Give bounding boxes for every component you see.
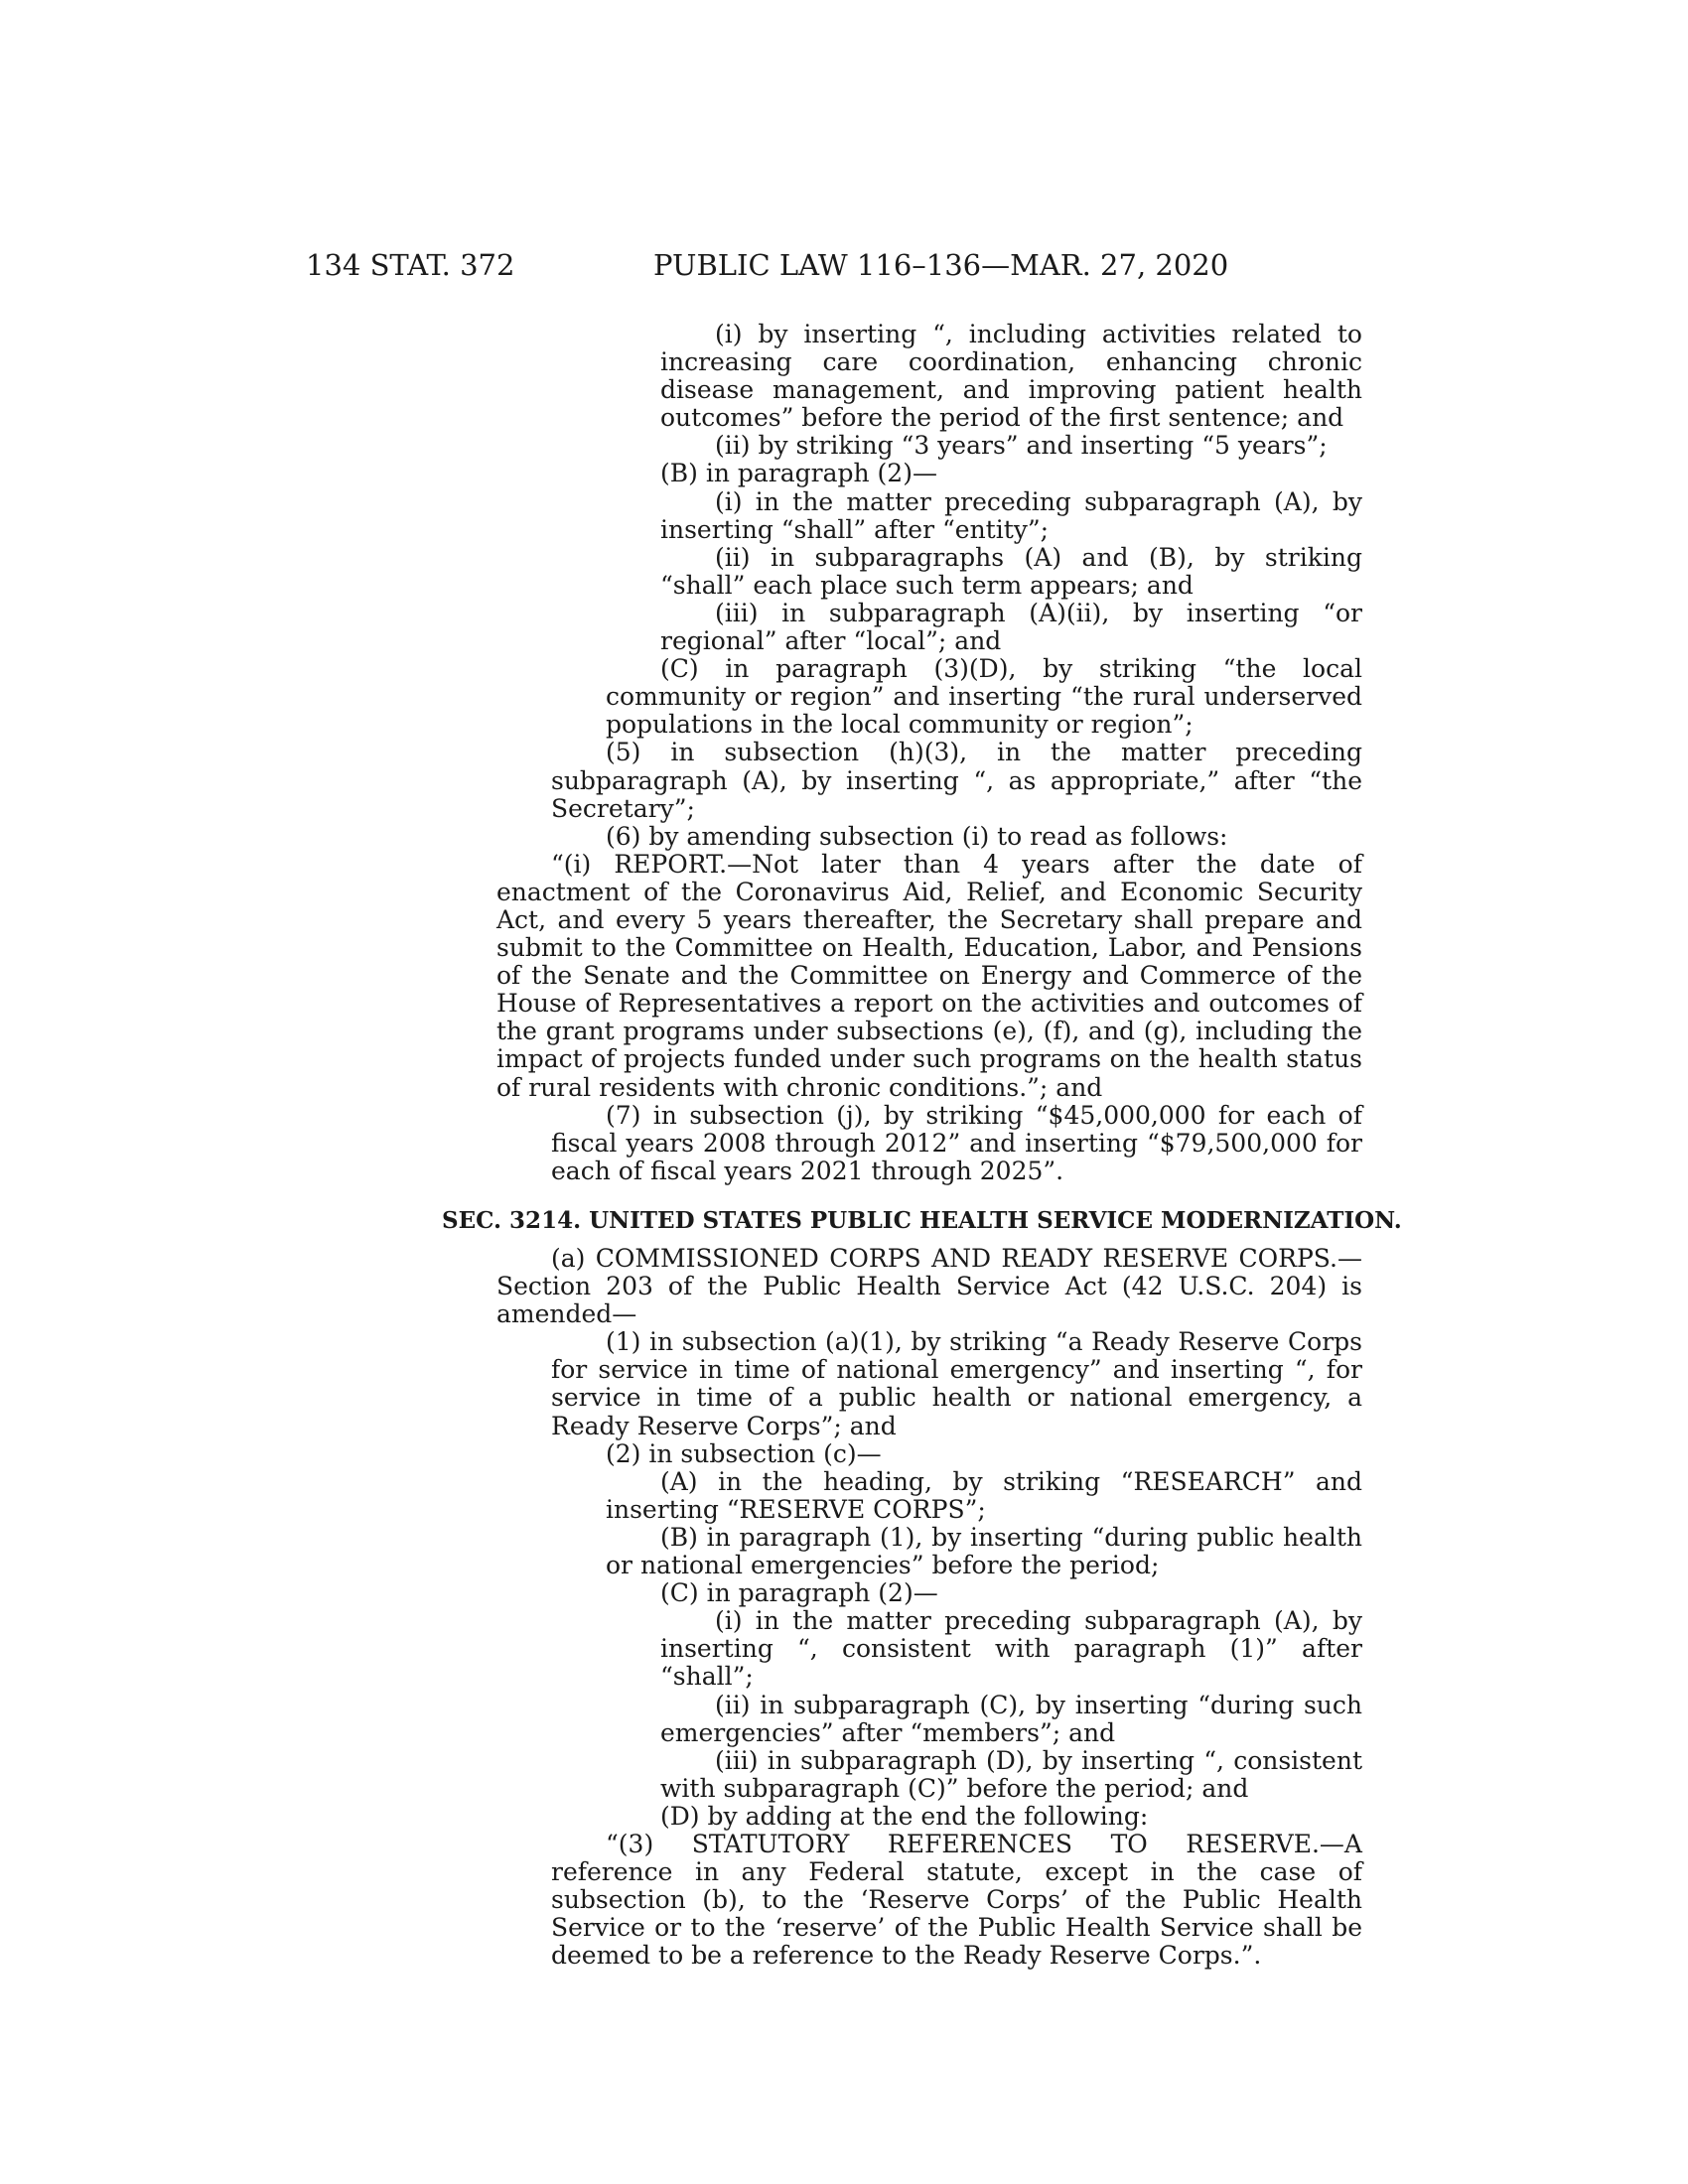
public-law-header: PUBLIC LAW 116–136—MAR. 27, 2020 xyxy=(653,248,1229,282)
subparagraph-d-adding-at-end: (D) by adding at the end the following: xyxy=(660,1801,1149,1831)
paragraph-5-subsection-h3: (5) in subsection (h)(3), in the matter preceding subparagraph (A), by inserting “, as appropriate,” after “the Secretary”; xyxy=(551,738,1362,823)
section-heading: SEC. 3214. UNITED STATES PUBLIC HEALTH SERVICE MODERNIZATION. xyxy=(442,1206,1402,1234)
clause-ii-striking-shall: (ii) in subparagraphs (A) and (B), by striking “shall” each place such term appears; and xyxy=(660,542,1362,600)
quoted-statutory-references: “(3) STATUTORY REFERENCES TO RESERVE.—A reference in any Federal statute, except in the case of subsection (b), to the ‘Reserve Corps’ of the Public Health Service or to the ‘reserve’ of the Public Health Service shall be deemed to be a reference to the Ready Reserve Corps.”. xyxy=(551,1829,1362,1971)
paragraph-1-subsection-a1: (1) in subsection (a)(1), by striking “a Ready Reserve Corps for service in time of national emergency” and inserting “, for service in time of a public health or national emergency, a Ready Reserve Corps”; and xyxy=(551,1327,1362,1440)
document-body xyxy=(442,320,1402,1971)
subparagraph-b-paragraph-1: (B) in paragraph (1), by inserting “during public health or national emergencies” before the period; xyxy=(606,1522,1362,1580)
paragraph-7-subsection-j: (7) in subsection (j), by striking “$45,000,000 for each of fiscal years 2008 through 2012” and inserting “$79,500,000 for each of fiscal years 2021 through 2025”. xyxy=(551,1100,1362,1185)
clause-ii-striking-3-years: (ii) by striking “3 years” and inserting “5 years”; xyxy=(715,431,1328,461)
subparagraph-b-paragraph-2: (B) in paragraph (2)— xyxy=(660,459,937,488)
quoted-report-subsection: “(i) REPORT.—Not later than 4 years after the date of enactment of the Coronavirus Aid, Relief, and Economic Security Act, and every 5 years thereafter, the Secretary shall prepare and submit to the Committee on Health, Education, Labor, and Pensions of the Senate and the Committee on Energy and Commerce of the House of Representatives a report on the activities and outcomes of the grant programs under subsections (e), (f), and (g), including the impact of projects funded under such programs on the health status of rural residents with chronic conditions.”; and xyxy=(496,849,1362,1102)
clause-ii-during-such-emergencies: (ii) in subparagraph (C), by inserting “during such emergencies” after “members”; and xyxy=(660,1690,1362,1747)
clause-i-consistent-with-paragraph-1: (i) in the matter preceding subparagraph (A), by inserting “, consistent with paragraph (1)” after “shall”; xyxy=(660,1606,1362,1692)
clause-i-care-coordination: (i) by inserting “, including activities related to increasing care coordination, enhancing chronic disease management, and improving patient health outcomes” before the period of the first sentence; and xyxy=(660,320,1362,433)
subparagraph-c-local-community: (C) in paragraph (3)(D), by striking “the local community or region” and inserting “the rural underserved populations in the local community or region”; xyxy=(606,654,1362,740)
statute-page-reference: 134 STAT. 372 xyxy=(306,248,515,282)
subparagraph-c-paragraph-2: (C) in paragraph (2)— xyxy=(660,1578,938,1608)
paragraph-2-subsection-c: (2) in subsection (c)— xyxy=(606,1438,882,1468)
paragraph-6-amending-subsection-i: (6) by amending subsection (i) to read as follows: xyxy=(606,821,1228,851)
clause-i-inserting-shall: (i) in the matter preceding subparagraph (A), by inserting “shall” after “entity”; xyxy=(660,486,1362,544)
clause-iii-consistent-with-subparagraph-c: (iii) in subparagraph (D), by inserting “, consistent with subparagraph (C)” before the period; and xyxy=(660,1745,1362,1803)
subsection-a-commissioned-corps: (a) COMMISSIONED CORPS AND READY RESERVE CORPS.—Section 203 of the Public Health Service Act (42 U.S.C. 204) is amended— xyxy=(496,1244,1362,1329)
clause-iii-regional: (iii) in subparagraph (A)(ii), by inserting “or regional” after “local”; and xyxy=(660,598,1362,656)
subparagraph-a-heading: (A) in the heading, by striking “RESEARCH” and inserting “RESERVE CORPS”; xyxy=(606,1466,1362,1524)
